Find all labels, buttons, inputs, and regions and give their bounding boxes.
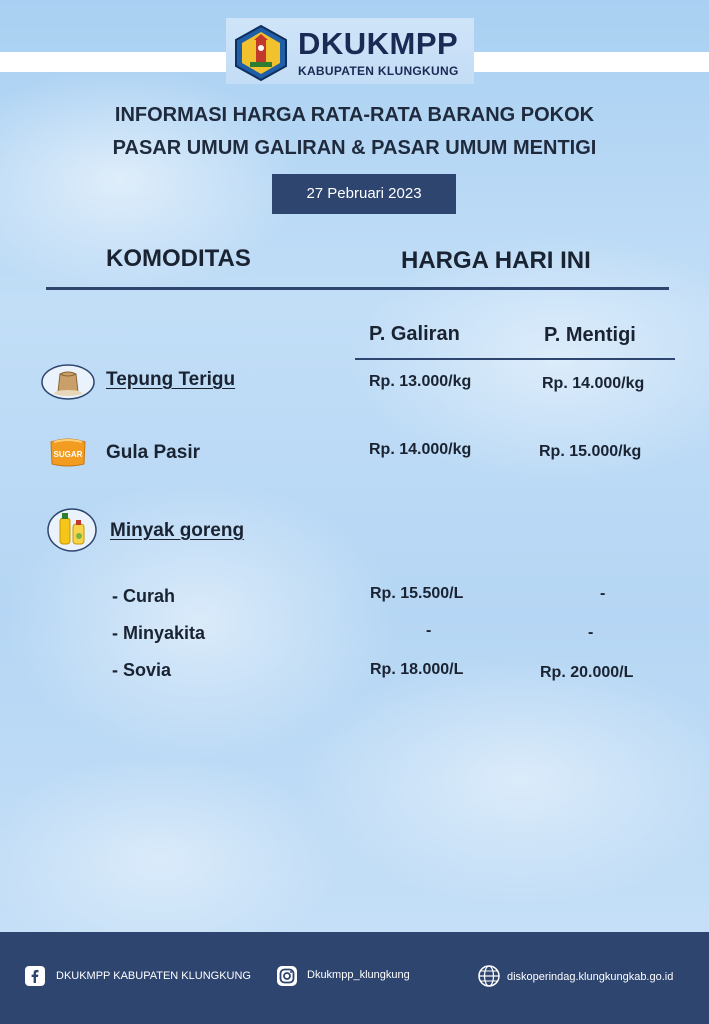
oil-item-sovia: - Sovia: [112, 660, 172, 680]
cooking-oil-icon: [46, 506, 98, 554]
footer-website-text[interactable]: diskoperindag.klungkungkab.go.id: [507, 971, 674, 983]
sugar-bag-label: SUGAR: [53, 450, 83, 459]
page-title-line1: INFORMASI HARGA RATA-RATA BARANG POKOK: [114, 104, 595, 126]
facebook-icon[interactable]: [25, 966, 45, 986]
komoditas-header: KOMODITAS: [106, 245, 251, 272]
flour-sack-icon: [40, 362, 96, 402]
price-galiran-gula-pasir: Rp. 14.000/kg: [369, 441, 472, 458]
harga-header: HARGA HARI INI: [401, 247, 591, 274]
market-divider: [355, 358, 675, 360]
price-mentigi-gula-pasir: Rp. 15.000/kg: [539, 443, 642, 460]
mentigi-header: P. Mentigi: [544, 324, 636, 346]
price-mentigi-sovia: Rp. 20.000/L: [540, 664, 634, 681]
oil-item-curah: - Curah: [112, 586, 175, 606]
footer-instagram-text[interactable]: Dkukmpp_klungkung: [307, 969, 410, 981]
footer-facebook-text[interactable]: DKUKMPP KABUPATEN KLUNGKUNG: [56, 970, 251, 982]
klungkung-emblem-icon: [232, 24, 290, 82]
item-name-minyak-goreng: Minyak goreng: [110, 520, 245, 541]
price-mentigi-minyakita: -: [588, 624, 594, 641]
galiran-header: P. Galiran: [369, 323, 460, 345]
price-mentigi-curah: -: [600, 585, 606, 602]
brand-name: DKUKMPP: [298, 26, 459, 61]
price-mentigi-tepung-terigu: Rp. 14.000/kg: [542, 375, 645, 392]
date-badge: 27 Pebruari 2023: [272, 174, 456, 214]
item-name-gula-pasir: Gula Pasir: [106, 442, 200, 463]
price-galiran-sovia: Rp. 18.000/L: [370, 661, 464, 678]
sugar-bag-icon: [48, 436, 88, 468]
price-galiran-curah: Rp. 15.500/L: [370, 585, 464, 602]
price-galiran-minyakita: -: [426, 622, 432, 639]
page-title-line2: PASAR UMUM GALIRAN & PASAR UMUM MENTIGI: [112, 137, 597, 159]
oil-item-minyakita: - Minyakita: [112, 623, 206, 643]
header-divider: [46, 287, 669, 290]
item-name-tepung-terigu: Tepung Terigu: [106, 369, 236, 390]
globe-web-icon[interactable]: [476, 964, 502, 988]
instagram-icon[interactable]: [277, 966, 297, 986]
price-galiran-tepung-terigu: Rp. 13.000/kg: [369, 373, 472, 390]
brand-subtitle: KABUPATEN KLUNGKUNG: [298, 64, 459, 78]
